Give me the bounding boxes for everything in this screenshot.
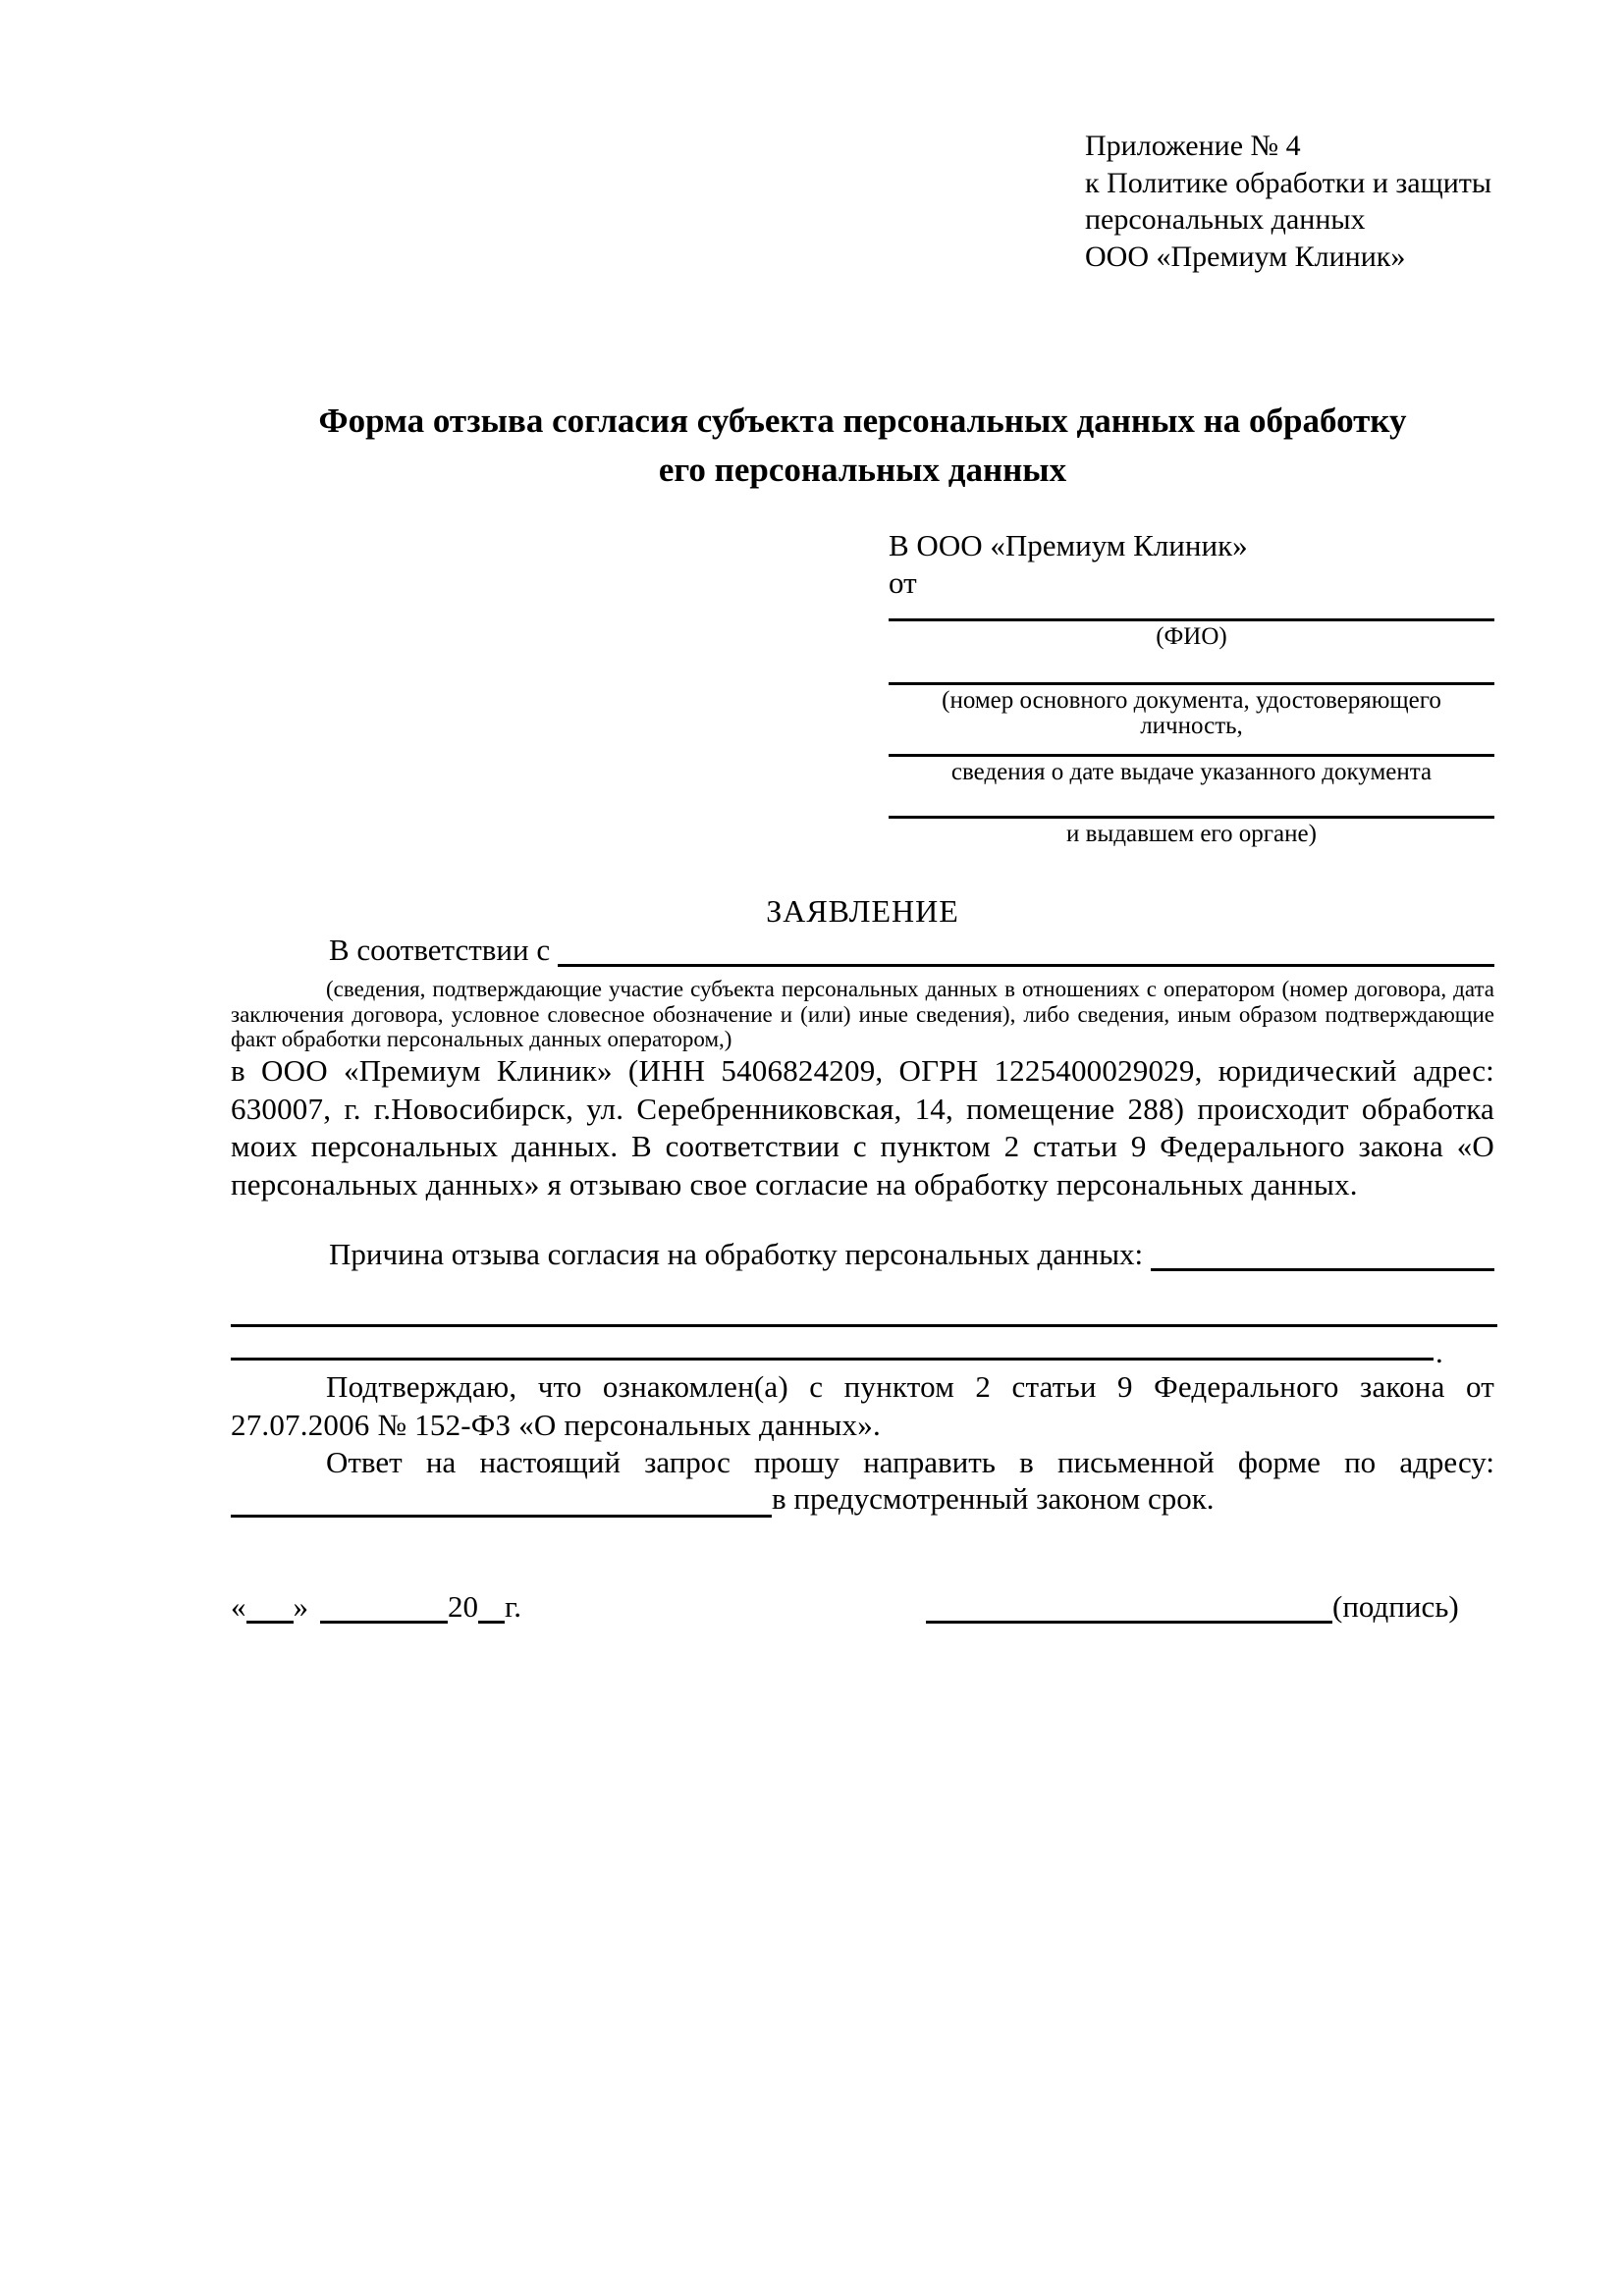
signature-row	[926, 1589, 1459, 1627]
fio-caption: (ФИО)	[1156, 623, 1227, 650]
reply-paragraph: Ответ на настоящий запрос прошу направить в письменной форме по адресу:	[326, 1445, 1494, 1479]
date-close-quote: »	[293, 1589, 308, 1624]
reason-extra-line-1[interactable]	[231, 1324, 1497, 1327]
statement-heading: ЗАЯВЛЕНИЕ	[766, 893, 959, 929]
document-title-line-2: его персональных данных	[658, 451, 1067, 489]
reason-end-period: .	[1435, 1335, 1443, 1369]
document-title-line-1: Форма отзыва согласия субъекта персональных данных на обработку	[318, 401, 1407, 440]
reason-label: Причина отзыва согласия на обработку персональных данных:	[329, 1237, 1151, 1271]
body-paragraph: в ООО «Премиум Клиник» (ИНН 5406824209, ОГРН 1225400029029, юридический адрес: 630007, г. г.Новосибирск, ул. Серебренниковская, 14, помещение 288) происходит обработка моих персональных данных. В соответствии с пунктом 2 статьи 9 Федерального закона «О персональных данных» я отзываю свое согласие на обработку персональных данных.	[231, 1053, 1494, 1201]
document-title	[231, 397, 1494, 495]
appendix-line-4: ООО «Премиум Клиник»	[1085, 240, 1406, 273]
reason-extra-line-2[interactable]	[231, 1358, 1434, 1361]
date-open-quote: «	[231, 1589, 246, 1624]
reply-address-input-line[interactable]	[231, 1481, 772, 1518]
document-number-caption: (номер основного документа, удостоверяющего личность,	[942, 687, 1441, 739]
fio-input-line[interactable]	[889, 618, 1494, 621]
issue-date-input-line[interactable]	[889, 754, 1494, 757]
addressee-block	[889, 527, 1494, 602]
addressee-to: В ООО «Премиум Клиник»	[889, 528, 1248, 562]
date-year-prefix: 20	[448, 1589, 478, 1624]
date-year-input-line[interactable]	[478, 1589, 505, 1624]
confirmation-paragraph: Подтверждаю, что ознакомлен(а) с пунктом 2 статьи 9 Федерального закона от 27.07.2006 № 152-ФЗ «О персональных данных».	[231, 1369, 1494, 1442]
accordance-input-line[interactable]	[558, 933, 1494, 967]
date-year-suffix: г.	[505, 1589, 521, 1624]
appendix-line-1: Приложение № 4	[1085, 130, 1301, 162]
date-row	[231, 1589, 521, 1627]
reply-address-row	[231, 1481, 1494, 1521]
appendix-line-3: персональных данных	[1085, 203, 1366, 236]
reason-row	[231, 1237, 1494, 1276]
issue-date-caption: сведения о дате выдаче указанного документа	[950, 759, 1433, 785]
document-number-input-line[interactable]	[889, 682, 1494, 685]
date-day-input-line[interactable]	[246, 1589, 294, 1624]
reason-input-line[interactable]	[1151, 1237, 1494, 1271]
date-month-input-line[interactable]	[320, 1589, 448, 1624]
reply-suffix: в предусмотренный законом срок.	[772, 1481, 1215, 1516]
accordance-prefix: В соответствии с	[329, 933, 558, 967]
addressee-from: от	[889, 565, 917, 600]
accordance-row	[231, 933, 1494, 972]
footnote-text: (сведения, подтверждающие участие субъекта персональных данных в отношениях с оператором (номер договора, дата заключения договора, условное словесное обозначение и (или) иные сведения), либо сведения, иным образом подтверждающие факт обработки персональных данных оператором,)	[231, 977, 1494, 1051]
signature-input-line[interactable]	[926, 1589, 1332, 1624]
issuing-authority-caption: и выдавшем его органе)	[1066, 821, 1317, 847]
issuing-authority-input-line[interactable]	[889, 816, 1494, 819]
signature-caption: (подпись)	[1332, 1589, 1459, 1624]
appendix-line-2: к Политике обработки и защиты	[1085, 166, 1492, 199]
appendix-block	[1085, 128, 1491, 275]
